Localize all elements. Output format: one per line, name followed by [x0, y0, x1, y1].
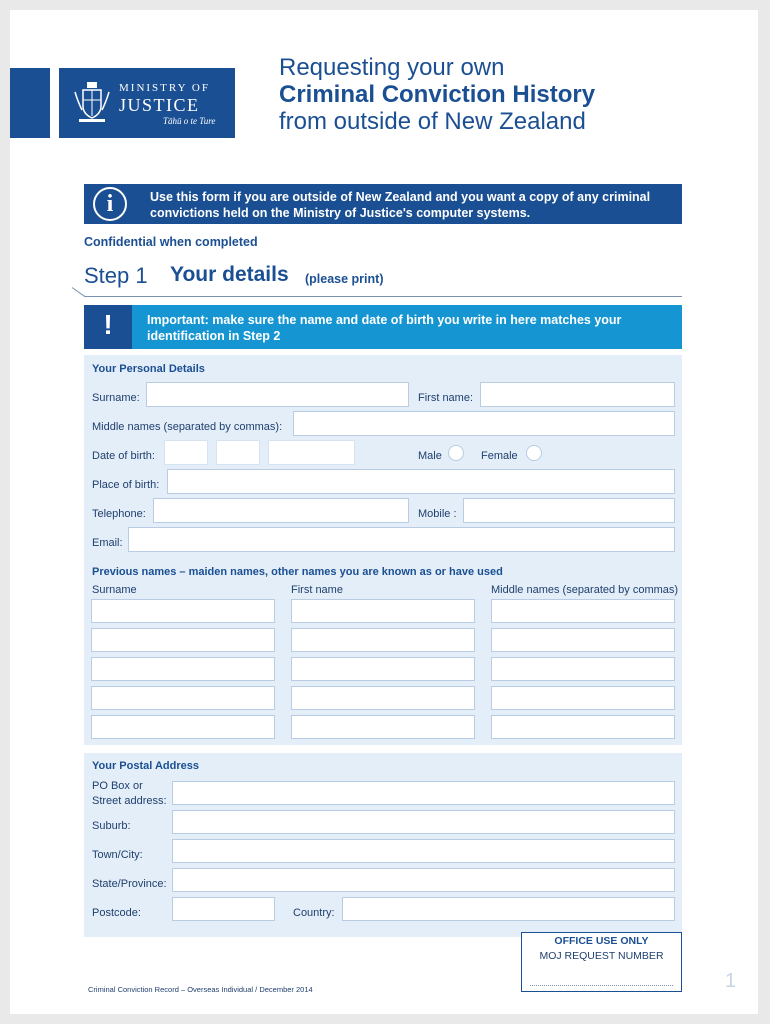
previous-surname-field[interactable] [91, 628, 275, 652]
ministry-logo [59, 68, 235, 138]
female-label: Female [481, 450, 518, 462]
email-field[interactable] [128, 527, 675, 552]
important-banner [84, 305, 682, 349]
form-page [10, 10, 758, 1014]
office-use-heading: OFFICE USE ONLY [554, 935, 649, 947]
first-name-field[interactable] [480, 382, 675, 407]
first-name-label: First name: [418, 392, 474, 404]
previous-middle-names-field[interactable] [491, 599, 675, 623]
town-city-field[interactable] [172, 839, 675, 863]
mobile-field[interactable] [463, 498, 675, 523]
place-of-birth-label: Place of birth: [92, 479, 160, 491]
male-radio[interactable] [448, 445, 464, 461]
previous-first-name-field[interactable] [291, 599, 475, 623]
male-label: Male [418, 450, 442, 462]
po-box-label: PO Box or [92, 780, 143, 792]
info-icon-box [84, 184, 135, 224]
step-title: Your details [170, 263, 289, 286]
street-address-field[interactable] [172, 781, 675, 805]
street-address-label: Street address: [92, 795, 167, 807]
step-number: Step 1 [84, 263, 148, 288]
previous-first-name-field[interactable] [291, 686, 475, 710]
surname-label: Surname: [92, 392, 140, 404]
middle-names-label: Middle names (separated by commas): [92, 421, 283, 433]
previous-names-heading: Previous names – maiden names, other names you are known as or have used [92, 566, 503, 578]
important-icon-box [84, 305, 132, 349]
previous-middle-names-field[interactable] [491, 686, 675, 710]
surname-field[interactable] [146, 382, 409, 407]
previous-first-name-field[interactable] [291, 628, 475, 652]
female-radio[interactable] [526, 445, 542, 461]
previous-surname-field[interactable] [91, 599, 275, 623]
previous-middle-names-field[interactable] [491, 628, 675, 652]
dob-day-field[interactable] [164, 440, 208, 465]
logo-line-ministry: MINISTRY OF [119, 82, 210, 94]
title-line-2: Criminal Conviction History [279, 81, 596, 108]
suburb-label: Suburb: [92, 820, 131, 832]
previous-surname-field[interactable] [91, 715, 275, 739]
dob-month-field[interactable] [216, 440, 260, 465]
logo-tagline: Tāhū o te Ture [163, 116, 216, 126]
town-city-label: Town/City: [92, 849, 143, 861]
step-divider [84, 296, 682, 297]
email-label: Email: [92, 537, 123, 549]
suburb-field[interactable] [172, 810, 675, 834]
form-title [279, 54, 595, 135]
previous-middle-names-header: Middle names (separated by commas) [491, 584, 679, 596]
important-text: Important: make sure the name and date of birth you write in here matches your identification in Step 2 [147, 313, 622, 343]
dob-label: Date of birth: [92, 450, 155, 462]
previous-surname-header: Surname [92, 584, 137, 596]
coat-of-arms-icon [73, 80, 111, 124]
mobile-label: Mobile : [418, 508, 457, 520]
info-text: Use this form if you are outside of New Zealand and you want a copy of any criminal convictions held on the Ministry of Justice's computer systems. [150, 190, 651, 220]
request-number-line [530, 985, 673, 986]
previous-first-name-field[interactable] [291, 657, 475, 681]
info-banner [84, 184, 682, 224]
confidential-note: Confidential when completed [84, 235, 258, 249]
place-of-birth-field[interactable] [167, 469, 675, 494]
info-icon: i [93, 187, 127, 221]
title-line-3: from outside of New Zealand [279, 108, 586, 135]
middle-names-field[interactable] [293, 411, 675, 436]
footer-text: Criminal Conviction Record – Overseas Individual / December 2014 [88, 985, 313, 994]
state-province-label: State/Province: [92, 878, 167, 890]
title-line-1: Requesting your own [279, 54, 505, 81]
telephone-label: Telephone: [92, 508, 146, 520]
previous-surname-field[interactable] [91, 657, 275, 681]
previous-middle-names-field[interactable] [491, 715, 675, 739]
previous-surname-field[interactable] [91, 686, 275, 710]
postcode-field[interactable] [172, 897, 275, 921]
personal-details-heading: Your Personal Details [92, 363, 205, 375]
state-province-field[interactable] [172, 868, 675, 892]
logo-band [10, 68, 50, 138]
previous-first-name-field[interactable] [291, 715, 475, 739]
page-number: 1 [725, 970, 737, 992]
exclamation-icon: ! [103, 309, 113, 340]
dob-year-field[interactable] [268, 440, 355, 465]
postcode-label: Postcode: [92, 907, 141, 919]
country-field[interactable] [342, 897, 675, 921]
previous-first-name-header: First name [291, 584, 343, 596]
step-note: (please print) [305, 272, 384, 286]
moj-request-number-label: MOJ REQUEST NUMBER [539, 950, 664, 962]
postal-address-heading: Your Postal Address [92, 760, 199, 772]
logo-line-justice: JUSTICE [119, 95, 200, 115]
country-label: Country: [293, 907, 335, 919]
previous-middle-names-field[interactable] [491, 657, 675, 681]
telephone-field[interactable] [153, 498, 409, 523]
office-use-box [521, 932, 682, 992]
